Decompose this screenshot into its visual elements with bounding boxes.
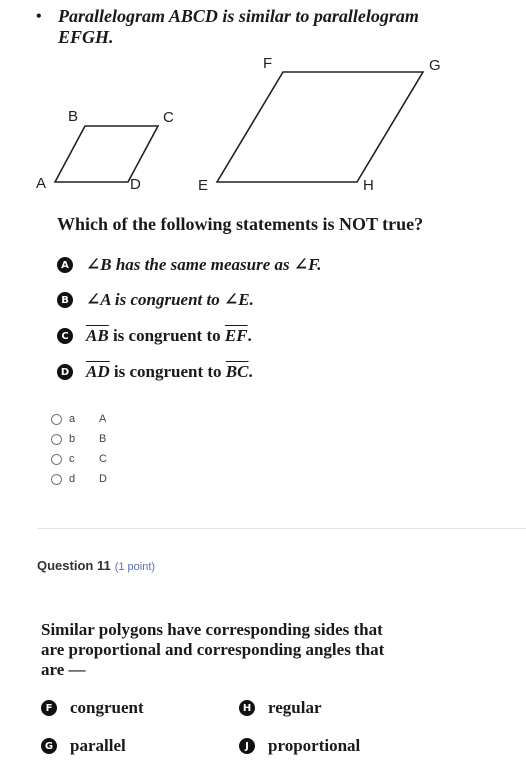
- question-prompt: Which of the following statements is NOT true?: [57, 214, 424, 234]
- option-text: proportional: [268, 736, 361, 755]
- choice-d: [57, 362, 253, 382]
- question-number: Question 11: [37, 558, 111, 573]
- label-e: E: [198, 177, 209, 194]
- label-a: A: [36, 175, 47, 192]
- choice-letter-icon: D: [57, 364, 73, 380]
- segment-ad: $\overline{AD}$: [86, 362, 110, 381]
- option-f: [41, 698, 144, 718]
- question-heading: [37, 558, 155, 573]
- choice-b: [57, 290, 254, 310]
- label-g: G: [429, 57, 441, 74]
- choice-letter-icon: C: [57, 328, 73, 344]
- choice-text: ∠B has the same measure as ∠F.: [86, 255, 322, 274]
- choice-letter-icon: B: [57, 292, 73, 308]
- statement-line-3: are —: [41, 660, 86, 679]
- option-letter-icon: J: [239, 738, 255, 754]
- segment-bc: $\overline{BC}$: [225, 362, 249, 381]
- option-key: b: [69, 433, 76, 445]
- option-letter-icon: H: [239, 700, 255, 716]
- radio-button[interactable]: [51, 434, 62, 445]
- radio-button[interactable]: [51, 414, 62, 425]
- question-statement: [41, 620, 431, 680]
- period: .: [247, 326, 252, 345]
- answer-option-c[interactable]: [51, 453, 107, 465]
- option-value: C: [99, 453, 107, 465]
- question-points: (1 point): [114, 561, 156, 573]
- divider: [37, 528, 526, 529]
- parallelogram-efgh: [217, 72, 423, 182]
- question-title: [36, 6, 510, 48]
- period: .: [248, 362, 253, 381]
- choice-c: [57, 326, 252, 346]
- answer-option-d[interactable]: [51, 473, 107, 485]
- bullet: •: [36, 8, 42, 25]
- option-letter-icon: F: [41, 700, 57, 716]
- option-h: [239, 698, 322, 718]
- choice-a: [57, 255, 322, 275]
- option-letter-icon: G: [41, 738, 57, 754]
- option-value: B: [99, 433, 107, 445]
- title-line-1: Parallelogram ABCD is similar to parallelogram: [58, 6, 419, 26]
- option-key: c: [69, 453, 75, 465]
- parallelogram-figure: [30, 52, 460, 202]
- choice-text: is congruent to: [109, 362, 226, 381]
- option-value: D: [99, 473, 107, 485]
- choice-text: ∠A is congruent to ∠E.: [86, 290, 254, 309]
- label-c: C: [163, 109, 174, 126]
- label-b: B: [68, 108, 79, 125]
- option-j: [239, 736, 360, 756]
- choice-letter-icon: A: [57, 257, 73, 273]
- segment-ef: $\overline{EF}$: [224, 326, 248, 345]
- choice-text: is congruent to: [108, 326, 225, 345]
- option-text: parallel: [70, 736, 126, 755]
- label-f: F: [263, 55, 273, 72]
- option-text: regular: [268, 698, 322, 717]
- option-key: a: [69, 413, 76, 425]
- statement-line-2: are proportional and corresponding angles that: [41, 640, 385, 659]
- label-d: D: [130, 176, 141, 193]
- answer-option-b[interactable]: [51, 433, 106, 445]
- title-line-2: EFGH.: [58, 27, 114, 47]
- parallelogram-abcd: [55, 126, 158, 182]
- option-text: congruent: [70, 698, 144, 717]
- radio-button[interactable]: [51, 454, 62, 465]
- option-key: d: [69, 473, 76, 485]
- statement-line-1: Similar polygons have corresponding sides that: [41, 620, 383, 639]
- segment-ab: $\overline{AB}$: [86, 326, 109, 345]
- radio-button[interactable]: [51, 474, 62, 485]
- option-value: A: [99, 413, 107, 425]
- label-h: H: [363, 177, 374, 194]
- option-g: [41, 736, 126, 756]
- answer-option-a[interactable]: [51, 413, 106, 425]
